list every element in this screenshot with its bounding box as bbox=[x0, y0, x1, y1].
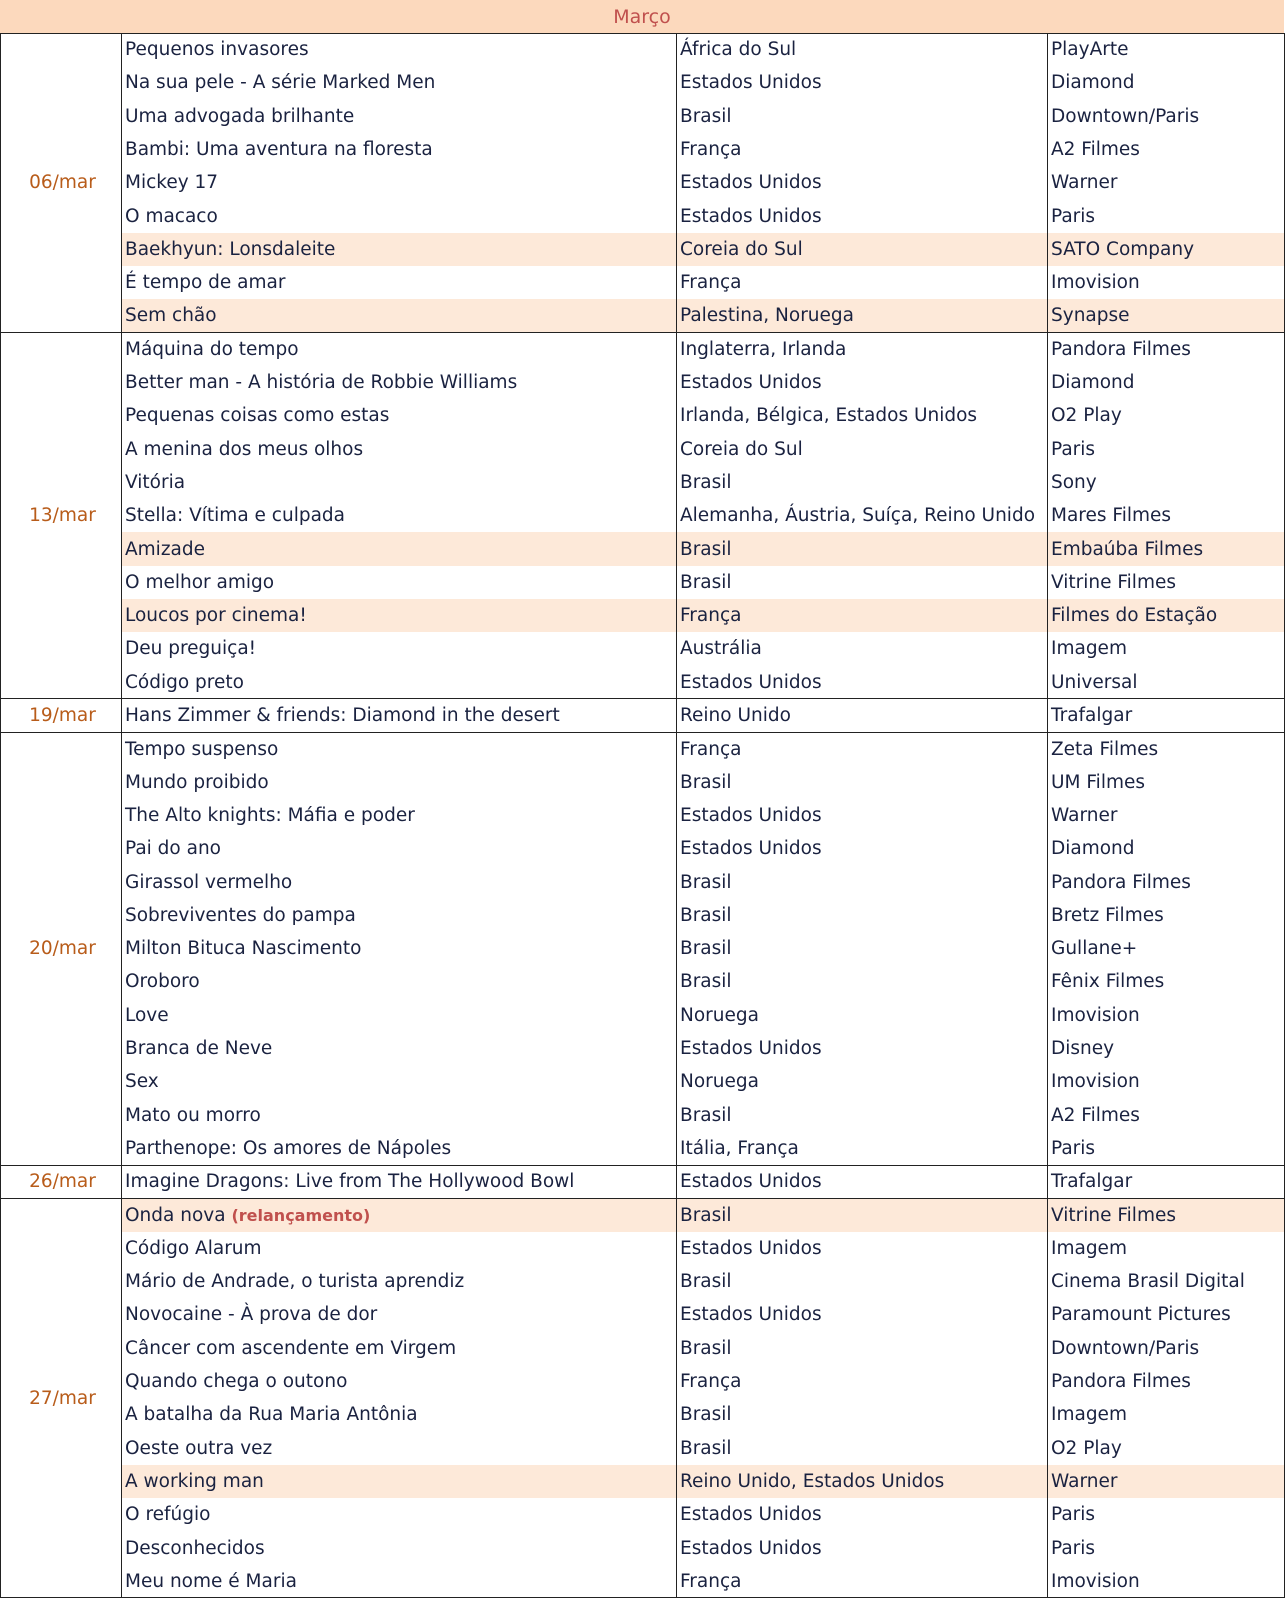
table-row bbox=[1, 599, 1285, 632]
table-row bbox=[1, 1265, 1285, 1298]
distributor-cell: Vitrine Filmes bbox=[1048, 1198, 1285, 1231]
table-row bbox=[1, 299, 1285, 332]
movie-title-cell bbox=[122, 932, 677, 965]
movie-title-cell bbox=[122, 1032, 677, 1065]
distributor-cell: Imovision bbox=[1048, 1065, 1285, 1098]
table-row bbox=[1, 1232, 1285, 1265]
movie-title: Better man - A história de Robbie Williams bbox=[125, 372, 518, 394]
movie-title: Hans Zimmer & friends: Diamond in the desert bbox=[125, 705, 560, 727]
country-cell: França bbox=[677, 266, 1048, 299]
distributor-cell: Pandora Filmes bbox=[1048, 1365, 1285, 1398]
movie-title: Milton Bituca Nascimento bbox=[125, 938, 362, 960]
country-cell: Brasil bbox=[677, 566, 1048, 599]
country-cell: Estados Unidos bbox=[677, 1498, 1048, 1531]
distributor-cell: Mares Filmes bbox=[1048, 499, 1285, 532]
movie-title-cell bbox=[122, 566, 677, 599]
movie-title: Sobreviventes do pampa bbox=[125, 904, 356, 926]
country-cell: Brasil bbox=[677, 100, 1048, 133]
movie-title-cell bbox=[122, 1465, 677, 1498]
country-cell: Estados Unidos bbox=[677, 1531, 1048, 1564]
release-date-cell: 20/mar bbox=[1, 732, 122, 1165]
distributor-cell: Gullane+ bbox=[1048, 932, 1285, 965]
table-row bbox=[1, 333, 1285, 366]
table-row bbox=[1, 965, 1285, 998]
movie-title: Mário de Andrade, o turista aprendiz bbox=[125, 1271, 465, 1293]
table-row bbox=[1, 1132, 1285, 1165]
country-cell: França bbox=[677, 133, 1048, 166]
movie-title: Desconhecidos bbox=[125, 1537, 265, 1559]
movie-title-cell bbox=[122, 532, 677, 565]
table-row bbox=[1, 366, 1285, 399]
distributor-cell: Pandora Filmes bbox=[1048, 865, 1285, 898]
country-cell: França bbox=[677, 1565, 1048, 1598]
movie-title-cell bbox=[122, 965, 677, 998]
movie-title: Deu preguiça! bbox=[125, 638, 257, 660]
distributor-cell: O2 Play bbox=[1048, 399, 1285, 432]
movie-title: Na sua pele - A série Marked Men bbox=[125, 72, 436, 94]
country-cell: Itália, França bbox=[677, 1132, 1048, 1165]
table-row bbox=[1, 1332, 1285, 1365]
movie-title: O melhor amigo bbox=[125, 571, 275, 593]
table-row bbox=[1, 932, 1285, 965]
movie-title-cell bbox=[122, 799, 677, 832]
movie-title-cell bbox=[122, 999, 677, 1032]
table-row bbox=[1, 133, 1285, 166]
distributor-cell: Imagem bbox=[1048, 1232, 1285, 1265]
table-row bbox=[1, 1398, 1285, 1431]
release-date-cell: 13/mar bbox=[1, 333, 122, 699]
distributor-cell: Warner bbox=[1048, 166, 1285, 199]
distributor-cell: Paris bbox=[1048, 1132, 1285, 1165]
country-cell: Austrália bbox=[677, 632, 1048, 665]
country-cell: Estados Unidos bbox=[677, 799, 1048, 832]
country-cell: Palestina, Noruega bbox=[677, 299, 1048, 332]
distributor-cell: Disney bbox=[1048, 1032, 1285, 1065]
release-date-cell: 26/mar bbox=[1, 1165, 122, 1198]
movie-title-cell bbox=[122, 133, 677, 166]
country-cell: Brasil bbox=[677, 865, 1048, 898]
release-table-body bbox=[1, 33, 1285, 1598]
movie-title: Tempo suspenso bbox=[125, 738, 279, 760]
table-row bbox=[1, 1099, 1285, 1132]
distributor-cell: Imovision bbox=[1048, 266, 1285, 299]
table-row bbox=[1, 1465, 1285, 1498]
release-date-cell: 06/mar bbox=[1, 33, 122, 333]
movie-title: Vitória bbox=[125, 472, 186, 493]
table-row bbox=[1, 1365, 1285, 1398]
release-table bbox=[0, 33, 1285, 1598]
table-row bbox=[1, 732, 1285, 765]
table-row bbox=[1, 632, 1285, 665]
movie-title-cell bbox=[122, 499, 677, 532]
table-row bbox=[1, 799, 1285, 832]
distributor-cell: Paris bbox=[1048, 1531, 1285, 1564]
movie-title-cell bbox=[122, 1099, 677, 1132]
movie-title: Love bbox=[125, 1004, 169, 1026]
table-row bbox=[1, 233, 1285, 266]
country-cell: Estados Unidos bbox=[677, 666, 1048, 699]
distributor-cell: O2 Play bbox=[1048, 1431, 1285, 1464]
distributor-cell: Imovision bbox=[1048, 1565, 1285, 1598]
movie-title-cell bbox=[122, 599, 677, 632]
table-row bbox=[1, 699, 1285, 732]
movie-title-cell bbox=[122, 1498, 677, 1531]
movie-title-cell bbox=[122, 333, 677, 366]
country-cell: Brasil bbox=[677, 1099, 1048, 1132]
distributor-cell: PlayArte bbox=[1048, 33, 1285, 66]
movie-title: Bambi: Uma aventura na floresta bbox=[125, 139, 433, 161]
distributor-cell: Universal bbox=[1048, 666, 1285, 699]
table-row bbox=[1, 100, 1285, 133]
table-row bbox=[1, 1498, 1285, 1531]
country-cell: Brasil bbox=[677, 1398, 1048, 1431]
movie-title: Uma advogada brilhante bbox=[125, 105, 355, 127]
movie-title-cell bbox=[122, 1265, 677, 1298]
country-cell: Irlanda, Bélgica, Estados Unidos bbox=[677, 399, 1048, 432]
movie-title: Meu nome é Maria bbox=[125, 1570, 297, 1592]
country-cell: Brasil bbox=[677, 766, 1048, 799]
movie-title-cell bbox=[122, 1431, 677, 1464]
country-cell: Noruega bbox=[677, 999, 1048, 1032]
movie-title-cell bbox=[122, 233, 677, 266]
movie-title: Sex bbox=[125, 1071, 159, 1093]
table-row bbox=[1, 466, 1285, 499]
movie-title-cell bbox=[122, 199, 677, 232]
movie-title: Branca de Neve bbox=[125, 1038, 273, 1060]
movie-title: Câncer com ascendente em Virgem bbox=[125, 1337, 457, 1359]
movie-title-cell bbox=[122, 1132, 677, 1165]
country-cell: Estados Unidos bbox=[677, 1232, 1048, 1265]
country-cell: Estados Unidos bbox=[677, 1165, 1048, 1198]
table-row bbox=[1, 399, 1285, 432]
movie-title-cell bbox=[122, 433, 677, 466]
movie-title: Loucos por cinema! bbox=[125, 605, 307, 627]
movie-title-cell bbox=[122, 399, 677, 432]
distributor-cell: Paris bbox=[1048, 199, 1285, 232]
distributor-cell: Paramount Pictures bbox=[1048, 1298, 1285, 1331]
movie-title: Sem chão bbox=[125, 305, 217, 327]
movie-title-cell bbox=[122, 266, 677, 299]
movie-title: Onda nova bbox=[125, 1204, 226, 1226]
movie-title-cell bbox=[122, 632, 677, 665]
movie-title: Imagine Dragons: Live from The Hollywood Bowl bbox=[125, 1171, 575, 1193]
country-cell: França bbox=[677, 732, 1048, 765]
movie-title-cell bbox=[122, 1065, 677, 1098]
country-cell: África do Sul bbox=[677, 33, 1048, 66]
movie-title: Código preto bbox=[125, 671, 244, 693]
country-cell: Brasil bbox=[677, 532, 1048, 565]
country-cell: Brasil bbox=[677, 932, 1048, 965]
country-cell: Brasil bbox=[677, 466, 1048, 499]
movie-title-cell bbox=[122, 899, 677, 932]
country-cell: Brasil bbox=[677, 1332, 1048, 1365]
table-row bbox=[1, 199, 1285, 232]
table-row bbox=[1, 1198, 1285, 1231]
distributor-cell: Pandora Filmes bbox=[1048, 333, 1285, 366]
movie-title-cell bbox=[122, 299, 677, 332]
distributor-cell: Warner bbox=[1048, 799, 1285, 832]
country-cell: Brasil bbox=[677, 1431, 1048, 1464]
country-cell: Brasil bbox=[677, 1265, 1048, 1298]
movie-title-cell bbox=[122, 1531, 677, 1564]
movie-title: O refúgio bbox=[125, 1504, 211, 1526]
table-row bbox=[1, 499, 1285, 532]
movie-title-cell bbox=[122, 1565, 677, 1598]
movie-title-cell bbox=[122, 1232, 677, 1265]
distributor-cell: Embaúba Filmes bbox=[1048, 532, 1285, 565]
movie-title-cell bbox=[122, 832, 677, 865]
month-title: Março bbox=[0, 0, 1284, 34]
distributor-cell: UM Filmes bbox=[1048, 766, 1285, 799]
movie-title: Código Alarum bbox=[125, 1237, 262, 1259]
movie-title: Mundo proibido bbox=[125, 771, 269, 793]
table-row bbox=[1, 1431, 1285, 1464]
table-row bbox=[1, 1298, 1285, 1331]
movie-title-cell bbox=[122, 1365, 677, 1398]
distributor-cell: Downtown/Paris bbox=[1048, 1332, 1285, 1365]
distributor-cell: Diamond bbox=[1048, 66, 1285, 99]
movie-title: Stella: Vítima e culpada bbox=[125, 505, 345, 527]
table-row bbox=[1, 166, 1285, 199]
movie-title: Pai do ano bbox=[125, 838, 222, 860]
table-row bbox=[1, 532, 1285, 565]
movie-title: Baekhyun: Lonsdaleite bbox=[125, 238, 336, 260]
country-cell: Estados Unidos bbox=[677, 66, 1048, 99]
country-cell: França bbox=[677, 599, 1048, 632]
movie-title: Pequenos invasores bbox=[125, 39, 309, 61]
movie-title-cell bbox=[122, 66, 677, 99]
movie-title: Máquina do tempo bbox=[125, 339, 299, 361]
country-cell: Brasil bbox=[677, 965, 1048, 998]
country-cell: Brasil bbox=[677, 1198, 1048, 1231]
country-cell: Estados Unidos bbox=[677, 366, 1048, 399]
movie-title: É tempo de amar bbox=[125, 272, 286, 294]
movie-title: Novocaine - À prova de dor bbox=[125, 1304, 378, 1326]
table-row bbox=[1, 666, 1285, 699]
release-date-cell: 19/mar bbox=[1, 699, 122, 732]
movie-title-cell bbox=[122, 699, 677, 732]
movie-title: Quando chega o outono bbox=[125, 1371, 348, 1393]
table-row bbox=[1, 1032, 1285, 1065]
movie-title-cell bbox=[122, 666, 677, 699]
distributor-cell: Fênix Filmes bbox=[1048, 965, 1285, 998]
distributor-cell: Cinema Brasil Digital bbox=[1048, 1265, 1285, 1298]
table-row bbox=[1, 766, 1285, 799]
distributor-cell: Filmes do Estação bbox=[1048, 599, 1285, 632]
movie-title-cell bbox=[122, 1298, 677, 1331]
table-row bbox=[1, 832, 1285, 865]
movie-title-cell bbox=[122, 732, 677, 765]
movie-title: Oeste outra vez bbox=[125, 1437, 273, 1459]
movie-title: A working man bbox=[125, 1470, 264, 1492]
movie-title-cell bbox=[122, 33, 677, 66]
movie-title-cell bbox=[122, 1198, 677, 1231]
movie-title-cell bbox=[122, 1332, 677, 1365]
movie-title-cell bbox=[122, 1165, 677, 1198]
distributor-cell: A2 Filmes bbox=[1048, 1099, 1285, 1132]
distributor-cell: Vitrine Filmes bbox=[1048, 566, 1285, 599]
movie-title: The Alto knights: Máfia e poder bbox=[125, 804, 415, 826]
distributor-cell: Paris bbox=[1048, 433, 1285, 466]
movie-title: A menina dos meus olhos bbox=[125, 438, 364, 460]
movie-title-cell bbox=[122, 1398, 677, 1431]
table-row bbox=[1, 1065, 1285, 1098]
table-row bbox=[1, 1531, 1285, 1564]
distributor-cell: Imovision bbox=[1048, 999, 1285, 1032]
distributor-cell: Downtown/Paris bbox=[1048, 100, 1285, 133]
distributor-cell: Paris bbox=[1048, 1498, 1285, 1531]
movie-title: Mato ou morro bbox=[125, 1104, 261, 1126]
distributor-cell: Imagem bbox=[1048, 632, 1285, 665]
movie-title: Pequenas coisas como estas bbox=[125, 405, 390, 427]
release-date-cell: 27/mar bbox=[1, 1198, 122, 1598]
country-cell: Estados Unidos bbox=[677, 166, 1048, 199]
movie-title: O macaco bbox=[125, 205, 218, 227]
country-cell: Inglaterra, Irlanda bbox=[677, 333, 1048, 366]
table-row bbox=[1, 33, 1285, 66]
movie-title-cell bbox=[122, 766, 677, 799]
movie-title: Girassol vermelho bbox=[125, 871, 293, 893]
distributor-cell: Diamond bbox=[1048, 366, 1285, 399]
movie-title: Amizade bbox=[125, 538, 205, 560]
distributor-cell: Bretz Filmes bbox=[1048, 899, 1285, 932]
movie-title: Parthenope: Os amores de Nápoles bbox=[125, 1137, 452, 1159]
distributor-cell: Trafalgar bbox=[1048, 699, 1285, 732]
table-row bbox=[1, 999, 1285, 1032]
table-row bbox=[1, 266, 1285, 299]
country-cell: Estados Unidos bbox=[677, 199, 1048, 232]
distributor-cell: Synapse bbox=[1048, 299, 1285, 332]
country-cell: Brasil bbox=[677, 899, 1048, 932]
table-row bbox=[1, 566, 1285, 599]
table-row bbox=[1, 433, 1285, 466]
rerelease-tag: (relançamento) bbox=[231, 1205, 371, 1225]
country-cell: Noruega bbox=[677, 1065, 1048, 1098]
table-row bbox=[1, 865, 1285, 898]
distributor-cell: A2 Filmes bbox=[1048, 133, 1285, 166]
movie-title-cell bbox=[122, 466, 677, 499]
distributor-cell: Sony bbox=[1048, 466, 1285, 499]
distributor-cell: Imagem bbox=[1048, 1398, 1285, 1431]
distributor-cell: Warner bbox=[1048, 1465, 1285, 1498]
country-cell: Estados Unidos bbox=[677, 1032, 1048, 1065]
country-cell: Estados Unidos bbox=[677, 832, 1048, 865]
country-cell: Coreia do Sul bbox=[677, 433, 1048, 466]
distributor-cell: Trafalgar bbox=[1048, 1165, 1285, 1198]
distributor-cell: Zeta Filmes bbox=[1048, 732, 1285, 765]
distributor-cell: SATO Company bbox=[1048, 233, 1285, 266]
distributor-cell: Diamond bbox=[1048, 832, 1285, 865]
table-row bbox=[1, 1165, 1285, 1198]
country-cell: França bbox=[677, 1365, 1048, 1398]
movie-title: Mickey 17 bbox=[125, 172, 219, 194]
table-row bbox=[1, 66, 1285, 99]
movie-title-cell bbox=[122, 100, 677, 133]
country-cell: Coreia do Sul bbox=[677, 233, 1048, 266]
movie-title-cell bbox=[122, 366, 677, 399]
table-row bbox=[1, 1565, 1285, 1598]
movie-title: A batalha da Rua Maria Antônia bbox=[125, 1404, 418, 1426]
country-cell: Alemanha, Áustria, Suíça, Reino Unido bbox=[677, 499, 1048, 532]
movie-title-cell bbox=[122, 865, 677, 898]
movie-title-cell bbox=[122, 166, 677, 199]
country-cell: Estados Unidos bbox=[677, 1298, 1048, 1331]
country-cell: Reino Unido bbox=[677, 699, 1048, 732]
table-row bbox=[1, 899, 1285, 932]
country-cell: Reino Unido, Estados Unidos bbox=[677, 1465, 1048, 1498]
movie-title: Oroboro bbox=[125, 971, 200, 993]
